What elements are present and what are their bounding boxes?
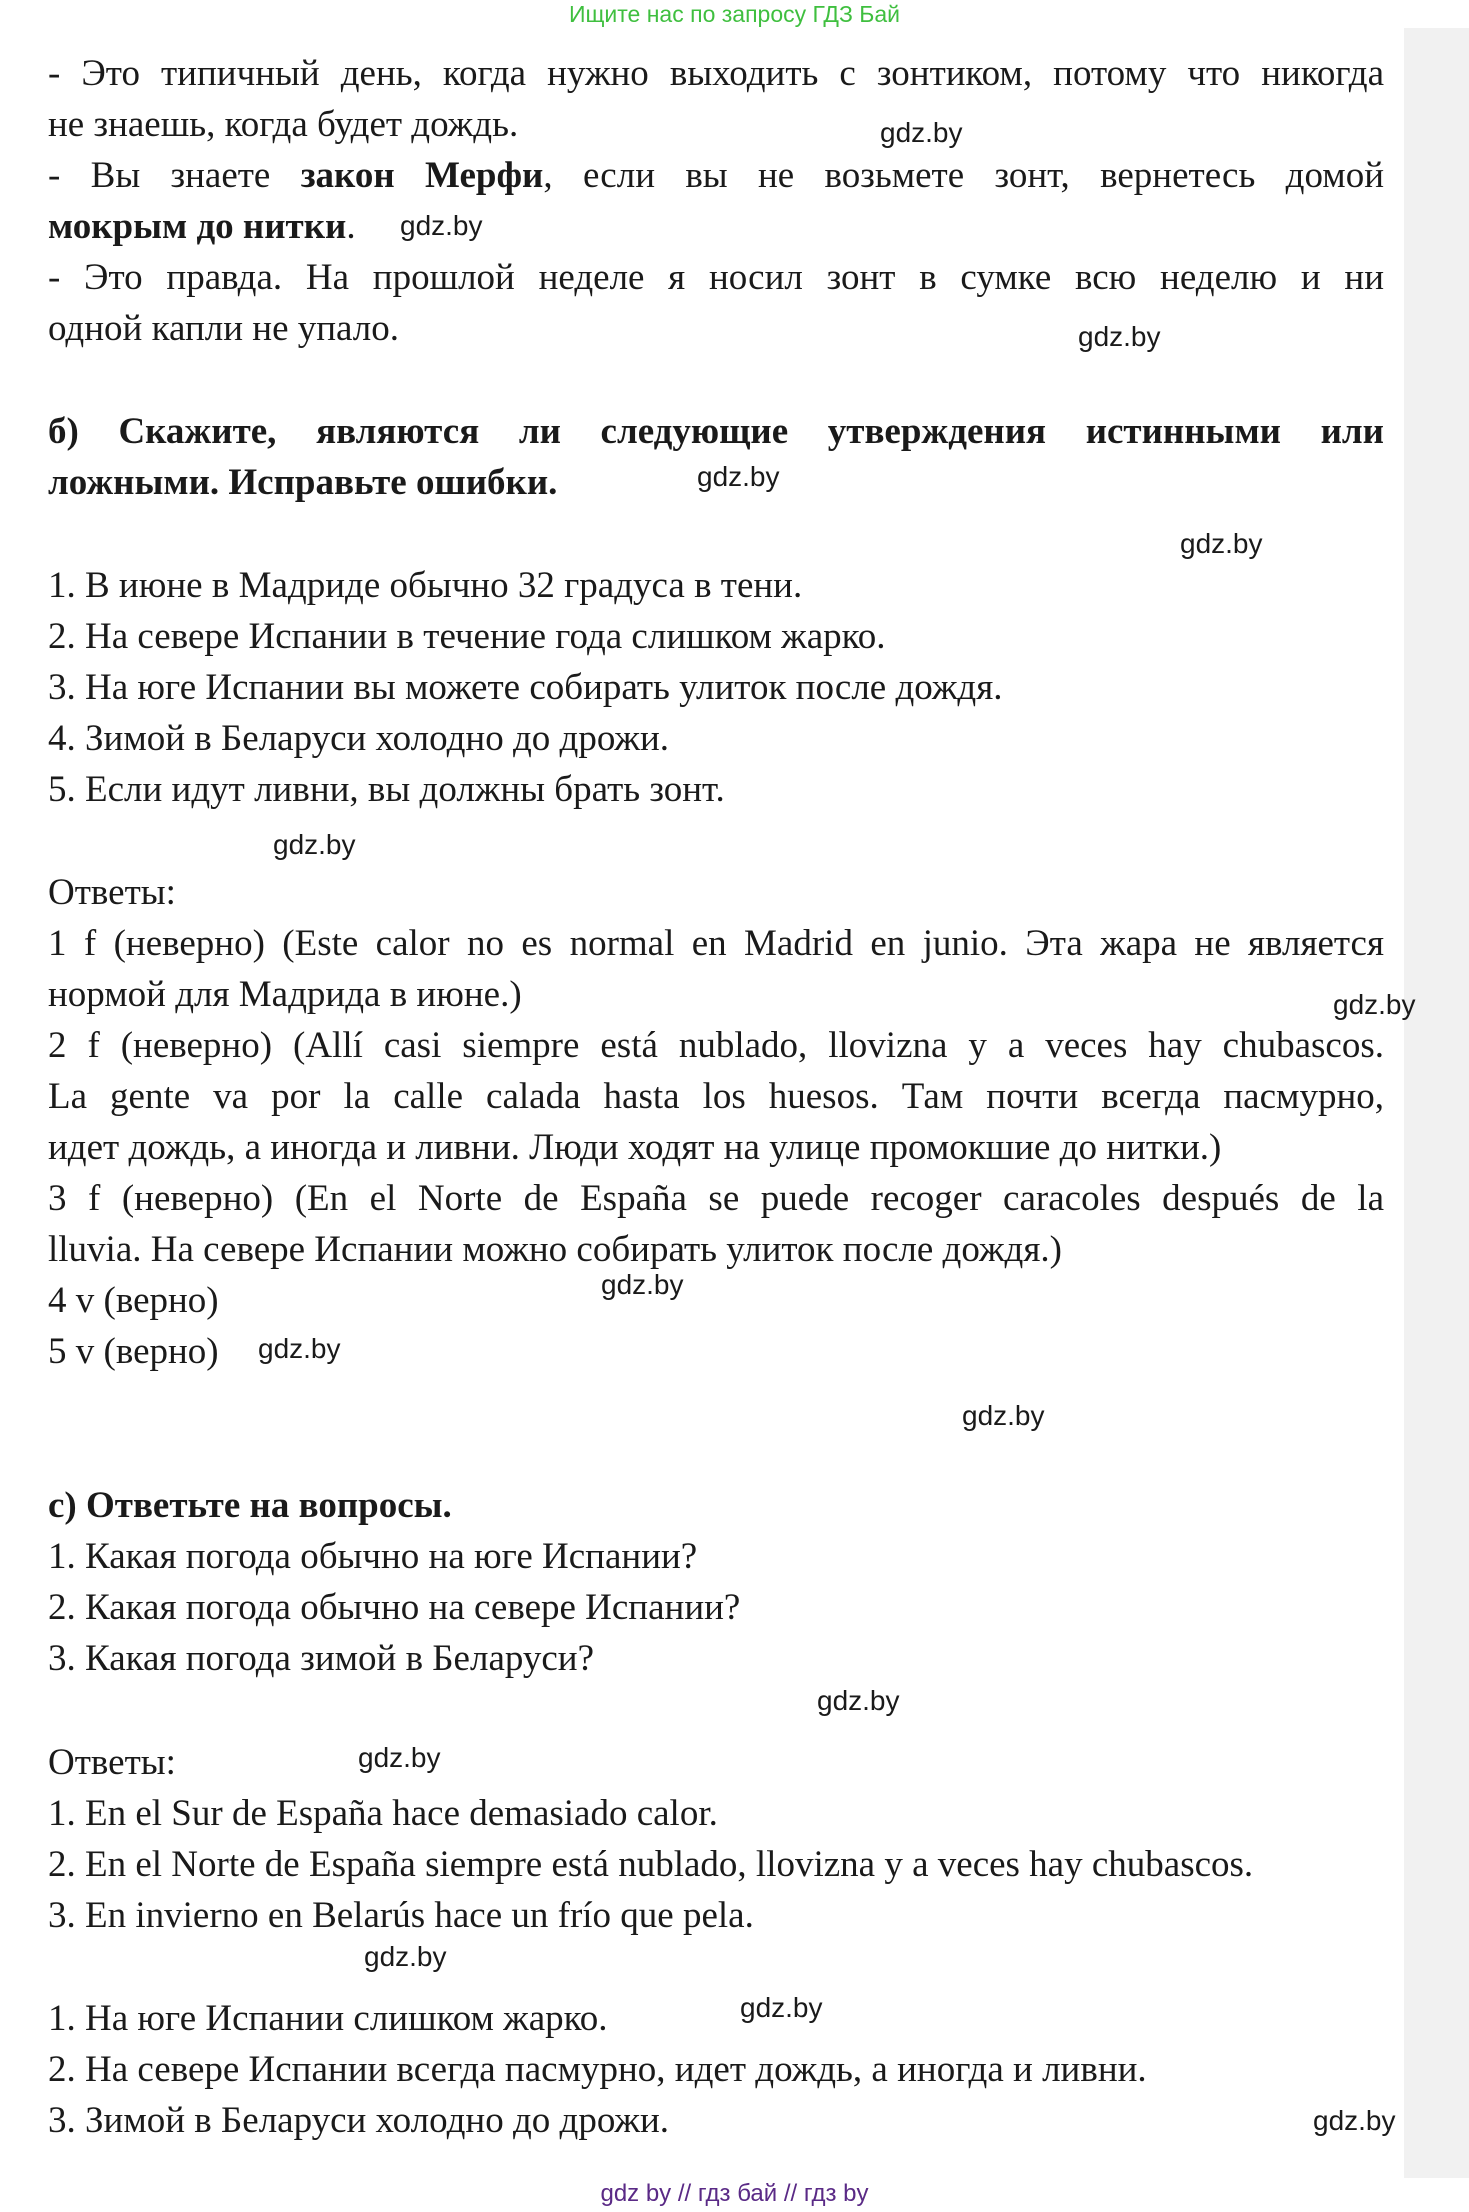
answer-es-2: 2. En el Norte de España siempre está nublado, llovizna y a veces hay chubascos.: [48, 1844, 1254, 1885]
section-c-heading: с) Ответьте на вопросы.: [48, 1485, 452, 1526]
watermark: gdz.by: [1180, 528, 1263, 559]
answer-ru-3: 3. Зимой в Беларуси холодно до дрожи.: [48, 2100, 670, 2141]
top-banner[interactable]: Ищите нас по запросу ГДЗ Бай: [568, 1, 901, 27]
watermark: gdz.by: [1313, 2105, 1396, 2136]
answers-label-b: Ответы:: [48, 872, 176, 913]
watermark: gdz.by: [601, 1269, 684, 1300]
murphy-law-term: закон Мерфи: [300, 155, 544, 196]
answer-b-line-5: идет дождь, а иногда и ливни. Люди ходят на улице промокшие до нитки.): [48, 1127, 1222, 1168]
answer-b-line-9: 5 v (верно): [48, 1331, 219, 1372]
dialogue-text: , если вы не возьмете зонт, вернетесь домой: [543, 155, 1384, 196]
dialogue-text: - Вы знаете: [48, 155, 301, 196]
dialogue-line-5: - Это правда. На прошлой неделе я носил зонт в сумке всю неделю и ни: [48, 257, 1384, 298]
watermark: gdz.by: [817, 1685, 900, 1716]
statement-3: 3. На юге Испании вы можете собирать улиток после дождя.: [48, 667, 1003, 708]
answer-b-line-2: нормой для Мадрида в июне.): [48, 974, 522, 1015]
statement-5: 5. Если идут ливни, вы должны брать зонт.: [48, 769, 725, 810]
wet-to-the-bone-term: мокрым до нитки: [48, 206, 347, 247]
answer-b-line-3: 2 f (неверно) (Allí casi siempre está nublado, llovizna y a veces hay chubascos.: [48, 1025, 1384, 1066]
answer-b-line-7: lluvia. На севере Испании можно собирать улиток после дождя.): [48, 1229, 1062, 1270]
page-margin-strip: [1404, 28, 1469, 2178]
answer-b-line-8: 4 v (верно): [48, 1280, 219, 1321]
dialogue-line-4: [48, 201, 1384, 252]
dialogue-text: .: [346, 206, 356, 247]
watermark: gdz.by: [400, 210, 483, 241]
statement-1: 1. В июне в Мадриде обычно 32 градуса в тени.: [48, 565, 803, 606]
question-1: 1. Какая погода обычно на юге Испании?: [48, 1536, 698, 1577]
watermark: gdz.by: [358, 1742, 441, 1773]
question-2: 2. Какая погода обычно на севере Испании?: [48, 1587, 741, 1628]
answer-es-3: 3. En invierno en Belarús hace un frío que pela.: [48, 1895, 754, 1936]
dialogue-line-1: - Это типичный день, когда нужно выходить с зонтиком, потому что никогда: [48, 53, 1384, 94]
section-b-heading: б) Скажите, являются ли следующие утверждения истинными или: [48, 411, 1384, 452]
section-b-heading-cont: ложными. Исправьте ошибки.: [48, 462, 558, 503]
watermark: gdz.by: [1333, 989, 1416, 1020]
statement-4: 4. Зимой в Беларуси холодно до дрожи.: [48, 718, 670, 759]
watermark: gdz.by: [962, 1400, 1045, 1431]
watermark: gdz.by: [273, 829, 356, 860]
answer-b-line-6: 3 f (неверно) (En el Norte de España se puede recoger caracoles después de la: [48, 1178, 1384, 1219]
answer-b-line-4: La gente va por la calle calada hasta los huesos. Там почти всегда пасмурно,: [48, 1076, 1384, 1117]
dialogue-line-6: одной капли не упало.: [48, 308, 400, 349]
dialogue-line-2: не знаешь, когда будет дождь.: [48, 104, 519, 145]
watermark: gdz.by: [740, 1992, 823, 2023]
answers-label-c: Ответы:: [48, 1742, 176, 1783]
watermark: gdz.by: [697, 461, 780, 492]
watermark: gdz.by: [1078, 321, 1161, 352]
watermark: gdz.by: [364, 1941, 447, 1972]
answer-es-1: 1. En el Sur de España hace demasiado calor.: [48, 1793, 718, 1834]
answer-b-line-1: 1 f (неверно) (Este calor no es normal en Madrid en junio. Эта жара не является: [48, 923, 1384, 964]
answer-ru-1: 1. На юге Испании слишком жарко.: [48, 1998, 608, 2039]
answer-ru-2: 2. На севере Испании всегда пасмурно, идет дождь, а иногда и ливни.: [48, 2049, 1147, 2090]
dialogue-line-3: [48, 150, 1384, 201]
watermark: gdz.by: [880, 117, 963, 148]
watermark: gdz.by: [258, 1333, 341, 1364]
statement-2: 2. На севере Испании в течение года слишком жарко.: [48, 616, 886, 657]
footer-links[interactable]: gdz by // гдз бай // гдз by: [600, 2180, 869, 2207]
question-3: 3. Какая погода зимой в Беларуси?: [48, 1638, 595, 1679]
